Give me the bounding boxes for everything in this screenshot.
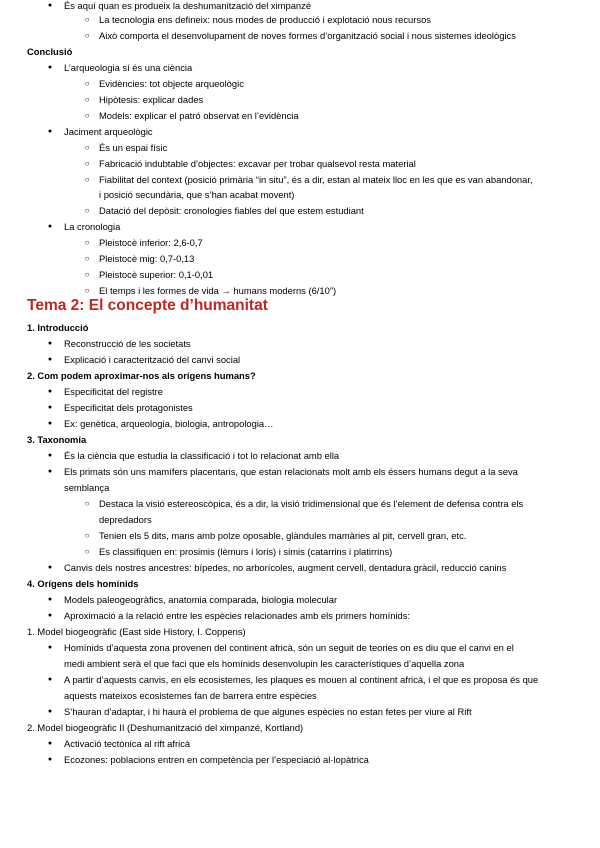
bullet-icon: ● <box>47 2 53 9</box>
list-item: Activació tectònica al rift africà <box>64 738 191 749</box>
list-item: medi ambient serà el que faci que els homínids desenvolupin les característiques d’aquella zona <box>64 658 465 669</box>
list-item: Això comporta el desenvolupament de noves formes d’organització social i nous sistemes ideològics <box>99 30 516 41</box>
bullet-icon: ● <box>47 612 53 619</box>
list-item: semblança <box>64 482 110 493</box>
list-item: Pleistocè inferior: 2,6-0,7 <box>99 237 203 248</box>
bullet-icon: ● <box>47 564 53 571</box>
circle-bullet-icon: ○ <box>84 15 90 24</box>
bullet-icon: ● <box>47 340 53 347</box>
list-item: Datació del depòsit: cronologies fiables del que estem estudiant <box>99 205 364 216</box>
list-item: Especificitat dels protagonistes <box>64 402 193 413</box>
circle-bullet-icon: ○ <box>84 31 90 40</box>
circle-bullet-icon: ○ <box>84 499 90 508</box>
list-item: Especificitat del registre <box>64 386 164 397</box>
list-item: Fabricació indubtable d’objectes: excavar per trobar qualsevol resta material <box>99 158 416 169</box>
bullet-icon: ● <box>47 596 53 603</box>
list-item: Reconstrucció de les societats <box>64 338 191 349</box>
circle-bullet-icon: ○ <box>84 286 90 295</box>
list-item: Homínids d’aquesta zona provenen del continent africà, són un seguit de teories on es diu que el canvi en el <box>64 642 514 653</box>
list-item: La cronologia <box>64 221 121 232</box>
circle-bullet-icon: ○ <box>84 95 90 104</box>
list-item: A partir d’aquests canvis, en els ecosistemes, les plaques es mouen al continent africà, i el que es proposa és que <box>64 674 539 685</box>
list-item: La tecnologia ens defineix: nous modes de producció i explotació nous recursos <box>99 14 431 25</box>
bullet-icon: ● <box>47 356 53 363</box>
bullet-icon: ● <box>47 468 53 475</box>
bullet-icon: ● <box>47 388 53 395</box>
bullet-icon: ● <box>47 404 53 411</box>
outline-heading: 2. Com podem aproximar-nos als orígens humans? <box>27 370 256 381</box>
list-item: Els primats són uns mamífers placentaris, que estan relacionats molt amb els éssers humans degut a la seva <box>64 466 518 477</box>
list-item: Pleistocè superior: 0,1-0,01 <box>99 269 214 280</box>
circle-bullet-icon: ○ <box>84 531 90 540</box>
bullet-icon: ● <box>47 644 53 651</box>
circle-bullet-icon: ○ <box>84 270 90 279</box>
outline-heading: 1. Introducció <box>27 322 89 333</box>
list-item: Pleistocè mig: 0,7-0,13 <box>99 253 195 264</box>
circle-bullet-icon: ○ <box>84 547 90 556</box>
outline-heading: 3. Taxonomia <box>27 434 87 445</box>
list-item: L’arqueologia sí és una ciència <box>64 62 193 73</box>
list-item: Evidències: tot objecte arqueològic <box>99 78 244 89</box>
circle-bullet-icon: ○ <box>84 111 90 120</box>
list-item: Ecozones: poblacions entren en competència per l’especiació al·lopàtrica <box>64 754 369 765</box>
circle-bullet-icon: ○ <box>84 238 90 247</box>
circle-bullet-icon: ○ <box>84 159 90 168</box>
circle-bullet-icon: ○ <box>84 79 90 88</box>
bullet-icon: ● <box>47 223 53 230</box>
list-item: Tenien els 5 dits, mans amb polze oposable, glàndules mamàries al pit, cervell gran, etc. <box>99 530 467 541</box>
list-item: Canvis dels nostres ancestres: bípedes, no arborícoles, augment cervell, dentadura gràcil, reducció canins <box>64 562 507 573</box>
circle-bullet-icon: ○ <box>84 206 90 215</box>
list-item: Ex: genètica, arqueologia, biologia, antropologia… <box>64 418 274 429</box>
list-item: És aquí quan es produeix la deshumanització del ximpanzé <box>64 0 312 11</box>
circle-bullet-icon: ○ <box>84 175 90 184</box>
bullet-icon: ● <box>47 452 53 459</box>
bullet-icon: ● <box>47 420 53 427</box>
list-item: Es classifiquen en: prosimis (lèmurs i loris) i simis (catarrins i platirrins) <box>99 546 393 557</box>
bullet-icon: ● <box>47 708 53 715</box>
list-item: i posició secundària, que s’han acabat movent) <box>99 189 295 200</box>
list-item: Destaca la visió estereoscòpica, és a dir, la visió tridimensional que és l’element de defensa contra els <box>99 498 524 509</box>
bullet-icon: ● <box>47 128 53 135</box>
list-item: Fiabilitat del context (posició primària “in situ”, és a dir, estan al mateix lloc en les que es van abandonar, <box>99 174 533 185</box>
list-item: Models paleogeogràfics, anatomia comparada, biologia molecular <box>64 594 338 605</box>
list-item: S’hauran d’adaptar, i hi haurà el problema de que algunes espècies no estan fetes per viure al Rift <box>64 706 472 717</box>
list-item: És un espai físic <box>99 142 168 153</box>
bullet-icon: ● <box>47 756 53 763</box>
bullet-icon: ● <box>47 740 53 747</box>
circle-bullet-icon: ○ <box>84 143 90 152</box>
outline-heading: Conclusió <box>27 46 73 57</box>
list-item: Explicació i caracterització del canvi social <box>64 354 241 365</box>
list-item: Aproximació a la relació entre les espècies relacionades amb els primers homínids: <box>64 610 410 621</box>
list-item: aquests mateixos ecosistemes fan de barrera entre espècies <box>64 690 317 701</box>
list-item: El temps i les formes de vida → humans moderns (6/10”) <box>99 285 337 296</box>
outline-heading: 2. Model biogeogràfic II (Deshumanització del ximpanzé, Kortland) <box>27 722 304 733</box>
list-item: És la ciència que estudia la classificació i tot lo relacionat amb ella <box>64 450 340 461</box>
bullet-icon: ● <box>47 64 53 71</box>
section-heading: Tema 2: El concepte d’humanitat <box>27 297 268 314</box>
list-item: depredadors <box>99 514 152 525</box>
list-item: Hipòtesis: explicar dades <box>99 94 204 105</box>
list-item: Jaciment arqueològic <box>64 126 153 137</box>
outline-heading: 1. Model biogeogràfic (East side History, I. Coppens) <box>27 626 246 637</box>
list-item: Models: explicar el patró observat en l’evidència <box>99 110 299 121</box>
bullet-icon: ● <box>47 676 53 683</box>
outline-heading: 4. Orígens dels homínids <box>27 578 139 589</box>
circle-bullet-icon: ○ <box>84 254 90 263</box>
